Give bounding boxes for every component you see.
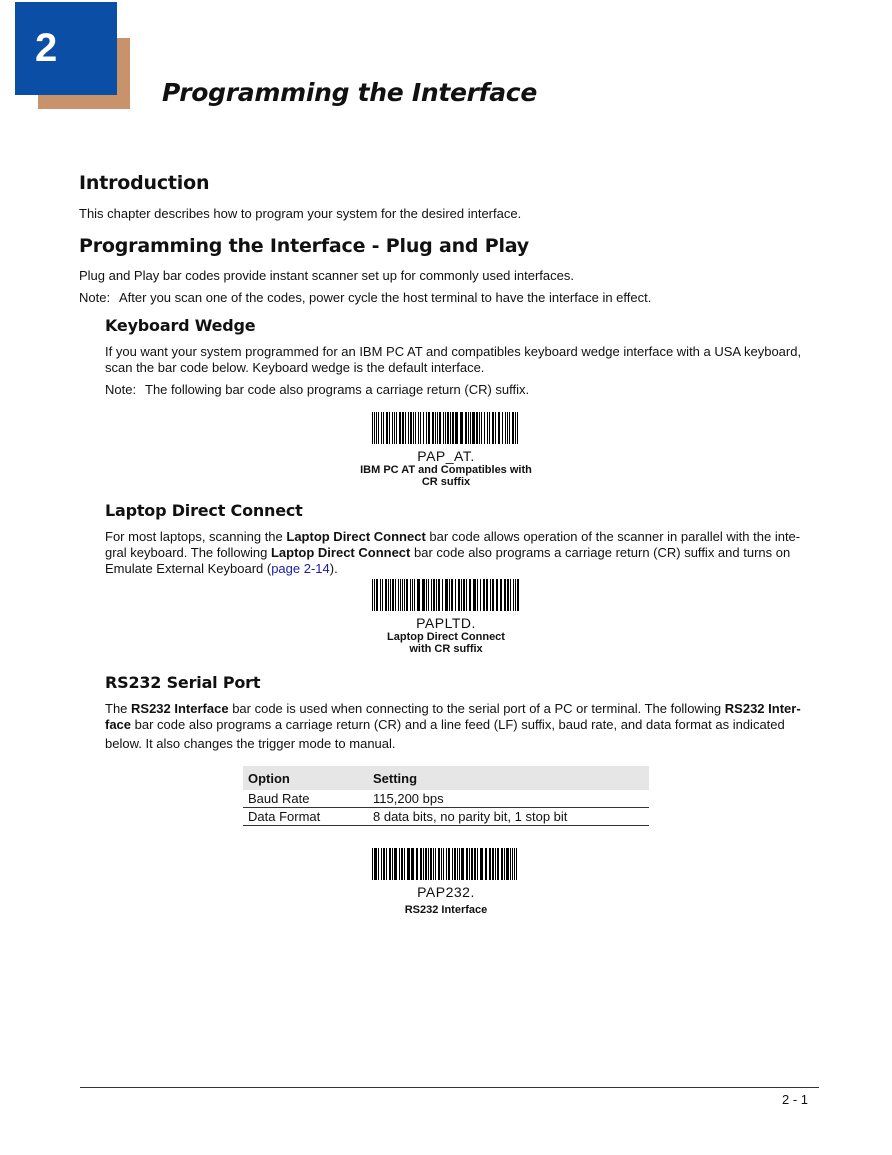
barcode-bar: [392, 579, 394, 611]
barcode-text: PAP232.: [417, 884, 475, 900]
barcode-bar: [415, 412, 416, 444]
barcode-bar: [426, 579, 427, 611]
barcode-bar: [477, 848, 478, 880]
barcode-bar: [485, 848, 487, 880]
barcode-bar: [382, 579, 383, 611]
barcode-bar: [433, 579, 435, 611]
barcode-bar: [469, 848, 470, 880]
barcode-bar: [477, 579, 478, 611]
barcode-bar: [513, 579, 514, 611]
barcode-bar: [492, 848, 494, 880]
barcode-bar: [498, 412, 500, 444]
barcode-bar: [510, 848, 511, 880]
table-cell: Data Format: [243, 808, 368, 826]
barcode-bar: [517, 579, 519, 611]
barcode-bar: [385, 579, 387, 611]
barcode-bar: [454, 848, 456, 880]
barcode-bar: [399, 412, 401, 444]
barcode-bar: [402, 412, 404, 444]
barcode-bar: [451, 579, 453, 611]
barcode-bar: [374, 412, 375, 444]
barcode-bar: [410, 412, 412, 444]
table-header-row: [243, 766, 649, 790]
keyboard-wedge-note: [105, 382, 529, 398]
barcode-bar: [438, 579, 440, 611]
keyboard-wedge-text-2: scan the bar code below. Keyboard wedge is the default interface.: [105, 360, 485, 375]
barcode-bar: [407, 848, 410, 880]
barcode-bar: [452, 412, 454, 444]
barcode-bars: [372, 412, 520, 444]
barcode-bar: [372, 579, 373, 611]
barcode-bar: [431, 579, 432, 611]
barcode-bar: [420, 848, 422, 880]
note-label: Note:: [79, 290, 111, 305]
barcode-bar: [408, 412, 409, 444]
barcode-bar: [458, 579, 460, 611]
barcode-bar: [470, 412, 471, 444]
laptop-text-3: [105, 561, 338, 577]
plug-and-play-heading: Programming the Interface - Plug and Play: [79, 235, 529, 257]
barcode-bar: [422, 579, 425, 611]
barcode-bar: [487, 412, 488, 444]
barcode-bar: [515, 412, 516, 444]
barcode-bar: [389, 412, 390, 444]
barcode-bar: [376, 412, 377, 444]
caption-line: with CR suffix: [409, 643, 483, 655]
bold-term: face: [105, 717, 132, 732]
barcode-caption: [326, 464, 566, 488]
text-run: ).: [329, 561, 338, 576]
barcode-bar: [430, 848, 432, 880]
bold-term: Laptop Direct Connect: [286, 529, 426, 544]
barcode-bar: [490, 579, 491, 611]
plug-and-play-text: Plug and Play bar codes provide instant scanner set up for commonly used interfaces.: [79, 268, 574, 283]
barcode-bar: [449, 579, 450, 611]
barcode-bar: [414, 579, 415, 611]
barcode-bar: [437, 412, 438, 444]
text-run: Emulate External Keyboard (: [105, 561, 272, 576]
barcode-bar: [439, 412, 441, 444]
text-run: gral keyboard. The following: [105, 545, 271, 560]
barcode-bar: [428, 848, 429, 880]
barcode-bar: [452, 848, 453, 880]
text-run: bar code is used when connecting to the serial port of a PC or terminal. The following: [228, 701, 725, 716]
barcode-bar: [517, 412, 518, 444]
barcode-bar: [388, 579, 389, 611]
text-run: The: [105, 701, 132, 716]
barcode-bar: [460, 412, 463, 444]
barcode-bar: [512, 848, 513, 880]
barcode-bar: [376, 579, 378, 611]
barcode-bars: [372, 848, 520, 880]
barcode-bar: [432, 412, 434, 444]
barcode-bar: [443, 848, 444, 880]
barcode-bar: [450, 412, 451, 444]
barcode-bar: [516, 848, 517, 880]
barcode-bar: [509, 412, 510, 444]
barcode-bar: [455, 579, 456, 611]
barcode-caption: [326, 631, 566, 655]
barcode-bar: [483, 579, 485, 611]
barcode-bar: [383, 848, 385, 880]
barcode-bar: [441, 848, 442, 880]
barcode-bar: [374, 848, 377, 880]
column-header: Option: [243, 766, 368, 790]
barcode-bar: [418, 412, 419, 444]
barcode-bar: [372, 412, 373, 444]
barcode-bar: [386, 848, 387, 880]
chapter-title: Programming the Interface: [162, 78, 537, 107]
barcode-bar: [378, 412, 379, 444]
barcode-bar: [465, 412, 467, 444]
laptop-text-1: [105, 529, 800, 545]
column-header: Setting: [368, 766, 649, 790]
barcode-bar: [405, 412, 406, 444]
intro-heading: Introduction: [79, 172, 210, 194]
barcode-bar: [502, 412, 503, 444]
barcode-bar: [443, 412, 444, 444]
barcode-caption: RS232 Interface: [404, 904, 488, 916]
note-label: Note:: [105, 382, 137, 397]
barcode-bar: [383, 412, 384, 444]
barcode-bar: [507, 579, 509, 611]
bold-term: Laptop Direct Connect: [270, 545, 411, 560]
barcode-bar: [442, 579, 443, 611]
barcode-bar: [436, 579, 437, 611]
barcode-bar: [426, 412, 427, 444]
barcode-bar: [497, 848, 499, 880]
barcode-pap-at: [366, 412, 526, 463]
caption-line: CR suffix: [421, 476, 471, 488]
barcode-bar: [472, 412, 475, 444]
rs232-text-2: [105, 717, 785, 733]
barcode-papltd: [366, 579, 526, 630]
caption-line: IBM PC AT and Compatibles with: [360, 464, 532, 476]
barcode-bar: [445, 579, 448, 611]
barcode-bar: [506, 848, 509, 880]
barcode-bar: [512, 412, 514, 444]
barcode-bar: [484, 412, 485, 444]
barcode-bar: [394, 848, 397, 880]
barcode-pap232: [366, 848, 526, 899]
barcode-bar: [445, 412, 446, 444]
barcode-bar: [476, 412, 478, 444]
barcode-bar: [480, 848, 483, 880]
bold-term: RS232 Interface: [131, 701, 229, 716]
barcode-bar: [389, 848, 391, 880]
barcode-bar: [404, 579, 405, 611]
barcode-bar: [495, 848, 496, 880]
plug-and-play-note: [79, 290, 651, 306]
barcode-bar: [447, 412, 449, 444]
barcode-bar: [400, 579, 401, 611]
table-row: [243, 790, 649, 808]
barcode-bar: [435, 412, 436, 444]
barcode-bar: [420, 412, 421, 444]
barcode-bar: [374, 579, 375, 611]
barcode-bar: [398, 579, 399, 611]
barcode-bar: [372, 848, 373, 880]
rs232-settings-table: [243, 766, 649, 826]
barcode-bar: [510, 579, 511, 611]
page-number: 2 - 1: [781, 1092, 808, 1107]
barcode-bar: [381, 412, 382, 444]
barcode-bar: [425, 848, 427, 880]
barcode-bar: [463, 579, 465, 611]
barcode-bar: [401, 848, 403, 880]
barcode-bar: [473, 579, 476, 611]
barcode-bar: [435, 848, 436, 880]
barcode-bar: [392, 848, 393, 880]
barcode-bar: [423, 412, 424, 444]
barcode-bar: [411, 848, 414, 880]
barcode-bar: [480, 579, 481, 611]
barcode-bar: [504, 579, 506, 611]
barcode-bar: [399, 848, 400, 880]
barcode-bar: [448, 848, 450, 880]
rs232-text-1: [105, 701, 801, 717]
barcode-bar: [459, 848, 460, 880]
barcode-bar: [461, 848, 464, 880]
barcode-bar: [492, 579, 494, 611]
barcode-text: PAP_AT.: [417, 448, 475, 464]
barcode-bar: [381, 848, 382, 880]
table-cell: 115,200 bps: [368, 790, 649, 808]
barcode-bar: [457, 848, 458, 880]
barcode-bar: [396, 412, 397, 444]
barcode-bar: [496, 579, 498, 611]
laptop-heading: Laptop Direct Connect: [105, 501, 303, 520]
barcode-bar: [461, 579, 462, 611]
barcode-bar: [489, 412, 490, 444]
keyboard-wedge-heading: Keyboard Wedge: [105, 316, 256, 335]
barcode-bar: [455, 412, 458, 444]
barcode-bar: [468, 412, 469, 444]
rs232-text-3: below. It also changes the trigger mode to manual.: [105, 736, 396, 751]
barcode-bar: [380, 579, 381, 611]
barcode-bar: [416, 848, 418, 880]
barcode-bar: [417, 579, 420, 611]
barcode-bar: [402, 579, 403, 611]
barcode-bar: [500, 579, 502, 611]
page-link[interactable]: page 2-14: [271, 561, 330, 576]
barcode-bar: [423, 848, 424, 880]
bold-term: RS232 Inter-: [724, 701, 801, 716]
barcode-bar: [505, 412, 506, 444]
barcode-bar: [406, 579, 408, 611]
barcode-bar: [466, 579, 467, 611]
barcode-bar: [412, 579, 413, 611]
barcode-bar: [386, 412, 388, 444]
chapter-number-tab: 2: [15, 2, 117, 95]
note-text: After you scan one of the codes, power cycle the host terminal to have the interface in effect.: [119, 290, 652, 305]
barcode-bar: [392, 412, 393, 444]
text-run: bar code also programs a carriage return (CR) and a line feed (LF) suffix, baud rate, and data format as indicated: [131, 717, 785, 732]
text-run: bar code allows operation of the scanner in parallel with the inte-: [425, 529, 801, 544]
barcode-bar: [428, 412, 430, 444]
barcode-bar: [469, 579, 471, 611]
barcode-bar: [413, 412, 414, 444]
barcode-bar: [507, 412, 508, 444]
barcode-bar: [504, 848, 505, 880]
caption-line: Laptop Direct Connect: [387, 631, 505, 643]
barcode-bar: [466, 848, 468, 880]
note-text: The following bar code also programs a carriage return (CR) suffix.: [145, 382, 530, 397]
barcode-bar: [474, 848, 476, 880]
table-cell: Baud Rate: [243, 790, 368, 808]
table-row: [243, 808, 649, 826]
barcode-bar: [378, 848, 379, 880]
barcode-bar: [479, 412, 480, 444]
barcode-bar: [410, 579, 411, 611]
laptop-text-2: [105, 545, 790, 561]
rs232-heading: RS232 Serial Port: [105, 673, 261, 692]
table-cell: 8 data bits, no parity bit, 1 stop bit: [368, 808, 649, 826]
barcode-bar: [394, 412, 395, 444]
footer-rule: [80, 1087, 819, 1088]
barcode-bar: [395, 579, 396, 611]
barcode-bar: [438, 848, 440, 880]
keyboard-wedge-text-1: If you want your system programmed for an IBM PC AT and compatibles keyboard wedge interface with a USA keyboard,: [105, 344, 802, 359]
intro-text: This chapter describes how to program your system for the desired interface.: [79, 206, 522, 221]
barcode-bar: [433, 848, 434, 880]
barcode-bar: [428, 579, 429, 611]
barcode-bar: [515, 579, 516, 611]
barcode-bar: [404, 848, 405, 880]
text-run: bar code also programs a carriage return (CR) suffix and turns on: [410, 545, 791, 560]
barcode-bar: [489, 848, 491, 880]
barcode-bar: [486, 579, 488, 611]
barcode-bar: [446, 848, 447, 880]
barcode-bar: [492, 412, 494, 444]
barcode-bar: [495, 412, 496, 444]
barcode-bar: [390, 579, 391, 611]
barcode-bar: [501, 848, 503, 880]
barcode-bars: [372, 579, 520, 611]
text-run: For most laptops, scanning the: [105, 529, 287, 544]
barcode-bar: [471, 848, 473, 880]
barcode-bar: [514, 848, 515, 880]
barcode-text: PAPLTD.: [416, 615, 476, 631]
barcode-bar: [481, 412, 482, 444]
